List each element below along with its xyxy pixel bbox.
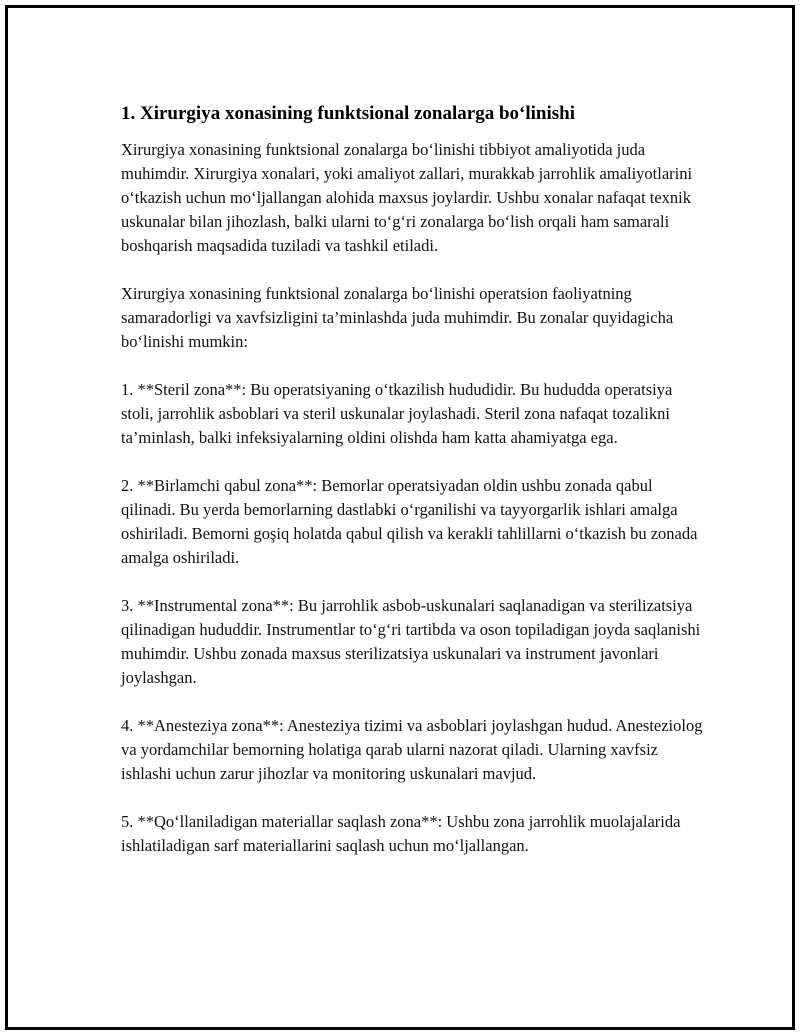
primary-reception-zone-paragraph: 2. **Birlamchi qabul zona**: Bemorlar operatsiyadan oldin ushbu zonada qabul qilinadi. Bu yerda bemorlarning dastlabki o‘rganilishi va tayyorgarlik ishlari amalga oshiriladi. Bemorni goşiq holatda qabul qilish va kerakli tahlillarni o‘tkazish bu zonada amalga oshiriladi. <box>121 476 698 567</box>
document-body <box>121 100 703 882</box>
sterile-zone-paragraph: 1. **Steril zona**: Bu operatsiyaning o‘tkazilish hududidir. Bu hududda operatsiya stoli, jarrohlik asboblari va steril uskunalar joylashadi. Steril zona nafaqat tozalikni ta’minlash, balki infeksiyalarning oldini olishda ham katta ahamiyatga ega. <box>121 380 673 447</box>
intro-paragraph: Xirurgiya xonasining funktsional zonalarga bo‘linishi tibbiyot amaliyotida juda muhimdir. Xirurgiya xonalari, yoki amaliyot zallari, murakkab jarrohlik amaliyotlarini o‘tkazish uchun mo‘ljallangan alohida maxsus joylardir. Ushbu xonalar nafaqat texnik uskunalar bilan jihozlash, balki ularni to‘g‘ri zonalarga bo‘lish orqali ham samarali boshqarish maqsadida tuziladi va tashkil etiladi. <box>121 140 693 255</box>
materials-storage-zone-paragraph: 5. **Qo‘llaniladigan materiallar saqlash zona**: Ushbu zona jarrohlik muolajalarida ishlatiladigan sarf materiallarini saqlash uchun mo‘ljallangan. <box>121 812 681 855</box>
section-heading: 1. Xirurgiya xonasining funktsional zonalarga bo‘linishi <box>121 103 575 124</box>
instrumental-zone-paragraph: 3. **Instrumental zona**: Bu jarrohlik asbob-uskunalari saqlanadigan va sterilizatsiya qilinadigan hududdir. Instrumentlar to‘g‘ri tartibda va oson topiladigan joyda saqlanishi muhimdir. Ushbu zonada maxsus sterilizatsiya uskunalari va instrument javonlari joylashgan. <box>121 596 701 687</box>
zones-overview-paragraph: Xirurgiya xonasining funktsional zonalarga bo‘linishi operatsion faoliyatning samaradorligi va xavfsizligini ta’minlashda juda muhimdir. Bu zonalar quyidagicha bo‘linishi mumkin: <box>121 284 674 351</box>
anesthesia-zone-paragraph: 4. **Anesteziya zona**: Anesteziya tizimi va asboblari joylashgan hudud. Anesteziolog va yordamchilar bemorning holatiga qarab ularni nazorat qiladi. Ularning xavfsiz ishlashi uchun zarur jihozlar va monitoring uskunalari mavjud. <box>121 716 703 783</box>
page-frame <box>5 5 795 1030</box>
